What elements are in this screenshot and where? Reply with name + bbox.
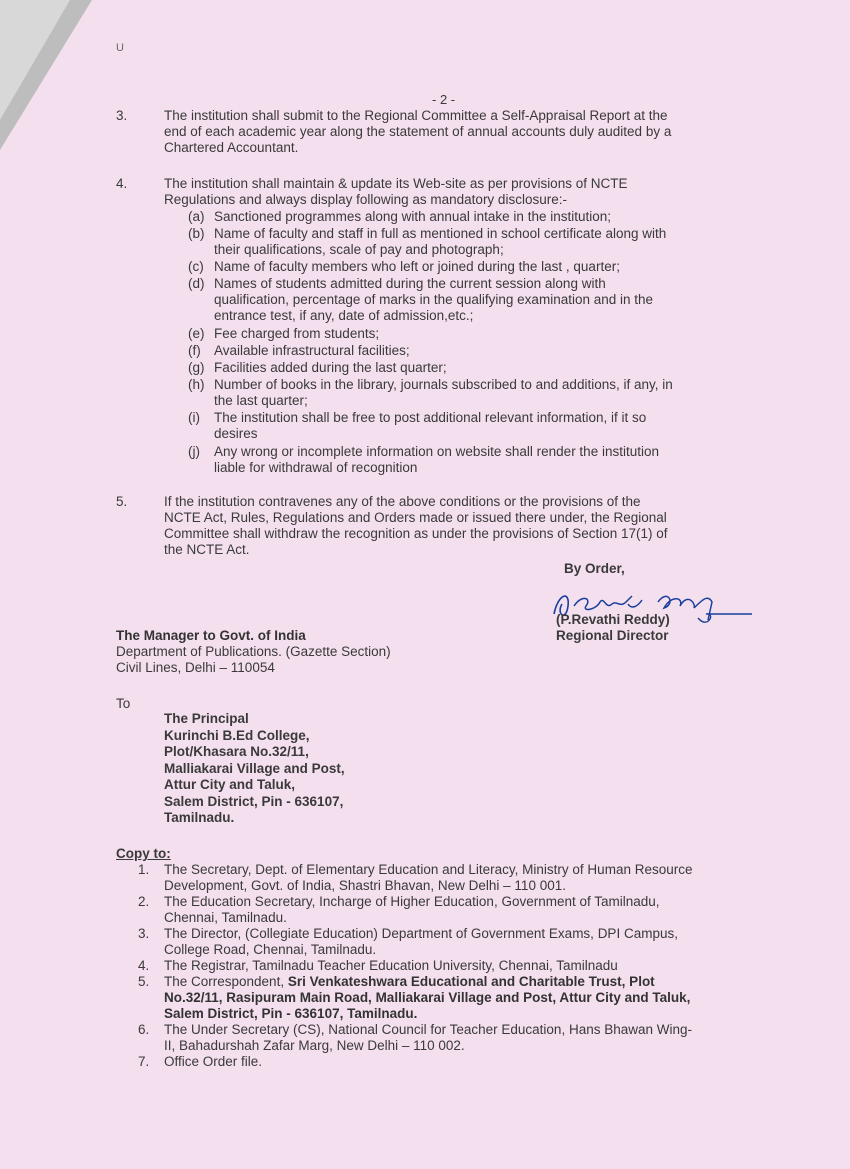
by-order-label: By Order,	[564, 561, 625, 576]
item-text: The institution shall submit to the Regional Committee a Self-Appraisal Report at the end of each academic year along the statement of annual accounts duly audited by a Chartered Accountant.	[164, 108, 672, 155]
signatory-name: (P.Revathi Reddy)	[556, 612, 670, 627]
recipient-address: The Principal Kurinchi B.Ed College, Plot/Khasara No.32/11, Malliakarai Village and Post, Attur City and Taluk, Salem District, Pin - 636107, Tamilnadu.	[164, 711, 345, 825]
item-number: 4.	[116, 176, 128, 191]
copy-to-heading: Copy to:	[116, 846, 171, 861]
item-text: The institution shall maintain & update its Web-site as per provisions of NCTE Regulations and always display following as mandatory disclosure:-	[164, 176, 628, 207]
item-number: 5.	[116, 494, 128, 509]
page-number: - 2 -	[432, 92, 456, 107]
document-page: U - 2 - 3. The institution shall submit to the Regional Committee a Self-Appraisal Report at the end of each academic year along the statement of annual accounts duly audited by a Chartered Accountant. 4. The institution shall maintain & update its Web-site as per provisions of NCTE Regulations and always display following as mandatory disclosure:- (a) Sanctioned programmes along with annual intake in the institution; (b) Name of faculty and staff in full as mentioned in school certificate along with their qualifications, scale of pay and photograph; (c) Name of faculty members who left or joined during the last , quarter; (d) Names of students admitted during the current session along with qualification, percentage of marks in the qualifying examination and in the entrance test, if any, date of admission,etc.; (e) Fee charged from students; (f) Available infrastructural facilities; (g) Facilities added during the last quarter; (h) Number of books in the library, journals subscribed to and additions, if any, in the last quarter; (i) The institution shall be free to post additional relevant information, if it so desires (j) Any wrong or incomplete information on website shall render the institution liable for withdrawal of recognition 5. If the institution contravenes any of the above conditions or the provisions of the NCTE Act, Rules, Regulations and Orders made or issued there under, the Regional Committee shall withdraw the recognition as under the provisions of Section 17(1) of the NCTE Act. By Order, (P.Revathi Reddy) Regional Director The Manager to Govt. of India Department of Publications. (Gazette Section) Civil Lines, Delhi – 110054 To The Principal Kurinchi B.Ed College, Plot/Khasara No.32/11, Malliakarai Village and Post, Attur City and Taluk, Salem District, Pin - 636107, Tamilnadu. Copy to: 1. The Secretary, Dept. of Elementary Education and Literacy, Ministry of Human Resource Development, Govt. of India, Shastri Bhavan, New Delhi – 110 001. 2. The Education Secretary, Incharge of Higher Education, Government of Tamilnadu, Chennai, Tamilnadu. 3. The Director, (Collegiate Education) Department of Government Exams, DPI Campus, College Road, Chennai, Tamilnadu. 4. The Registrar, Tamilnadu Teacher Education University, Chennai, Tamilnadu 5. The Correspondent, Sri Venkateshwara Educational and Charitable Trust, Plot No.32/11, Rasipuram Main Road, Malliakarai Village and Post, Attur City and Taluk, Salem District, Pin - 636107, Tamilnadu. 6. The Under Secretary (CS), National Council for Teacher Education, Hans Bhawan Wing- II, Bahadurshah Zafar Marg, New Delhi – 110 002. 7. Office Order file.	[0, 0, 850, 1169]
item-number: 3.	[116, 108, 128, 123]
manager-block: The Manager to Govt. of India Department of Publications. (Gazette Section) Civil Lines, Delhi – 110054	[116, 628, 391, 675]
corner-mark: U	[116, 42, 124, 54]
folded-corner-inner	[0, 0, 70, 120]
to-label: To	[116, 696, 131, 711]
signatory-title: Regional Director	[556, 628, 669, 643]
item-text: If the institution contravenes any of the above conditions or the provisions of the NCTE Act, Rules, Regulations and Orders made or issued there under, the Regional Committee shall withdraw the recognition as under the provisions of Section 17(1) of the NCTE Act.	[164, 494, 668, 557]
